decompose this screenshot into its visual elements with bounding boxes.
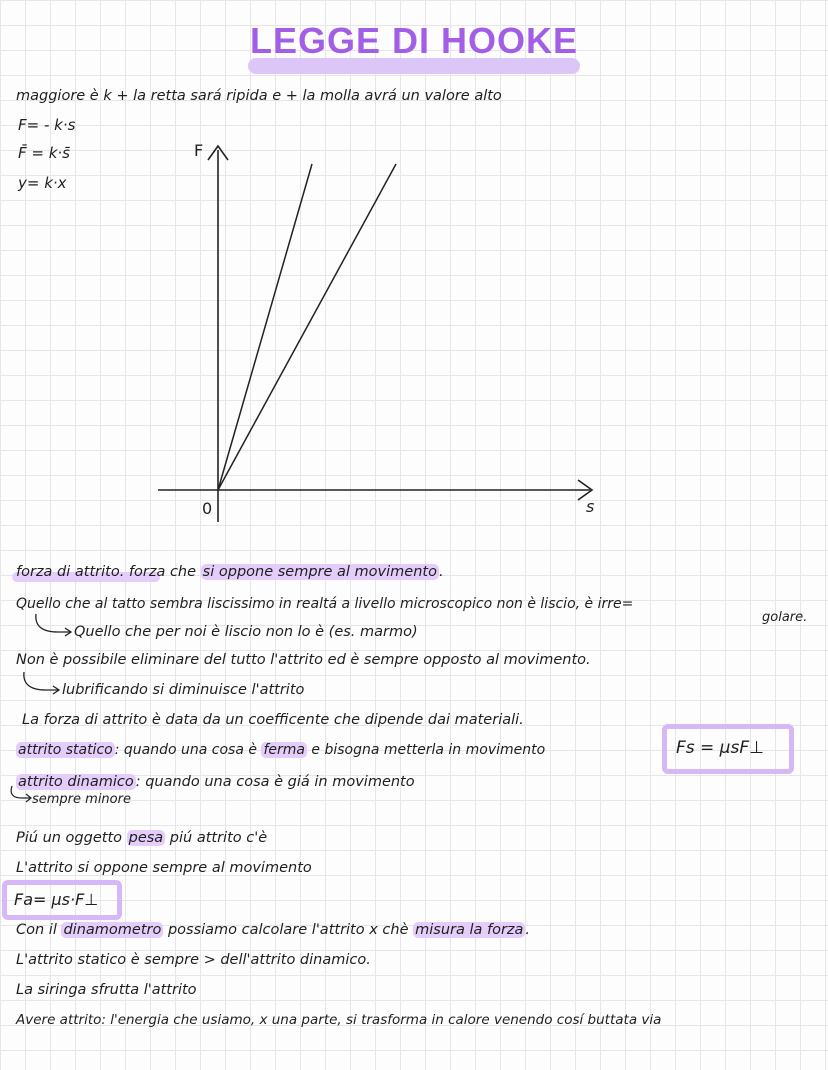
static-vs-dynamic-line: L'attrito statico è sempre > dell'attrito dinamico. bbox=[16, 952, 371, 968]
static-friction-term: attrito statico bbox=[18, 742, 113, 758]
dynamometer-highlight: dinamometro bbox=[63, 922, 162, 938]
energy-heat-line: Avere attrito: l'energia che usiamo, x una parte, si trasforma in calore venendo cosí buttata via bbox=[16, 1012, 662, 1028]
intro-line: maggiore è k + la retta sará ripida e + la molla avrá un valore alto bbox=[16, 88, 502, 104]
opposes-movement-line: L'attrito si oppone sempre al movimento bbox=[16, 860, 312, 876]
x-axis-label: s bbox=[586, 497, 595, 516]
dynamic-friction-term: attrito dinamico bbox=[18, 774, 134, 790]
friction-def-end: . bbox=[438, 564, 444, 580]
marble-example: Quello che per noi è liscio non lo è (es. marmo) bbox=[74, 624, 418, 640]
formula-hooke-2: F̄ = k·s̄ bbox=[18, 144, 71, 162]
static-friction-highlight: ferma bbox=[263, 742, 305, 758]
dynamic-friction-text: : quando una cosa è giá in movimento bbox=[135, 774, 415, 790]
friction-definition bbox=[16, 564, 444, 580]
weight-text-a: Piú un oggetto bbox=[16, 830, 127, 846]
shallow-line bbox=[218, 164, 396, 490]
static-friction-line bbox=[16, 742, 545, 758]
static-friction-text-b: e bisogna metterla in movimento bbox=[306, 742, 546, 758]
static-friction-text-a: : quando una cosa è bbox=[114, 742, 262, 758]
weight-friction-line bbox=[16, 830, 267, 846]
cannot-eliminate-line: Non è possibile eliminare del tutto l'attrito ed è sempre opposto al movimento. bbox=[16, 652, 591, 668]
friction-def-highlight: si oppone sempre al movimento bbox=[202, 564, 437, 580]
microscopic-line-continued: golare. bbox=[762, 610, 808, 625]
coefficient-line: La forza di attrito è data da un coefficente che dipende dai materiali. bbox=[22, 712, 524, 728]
page-title bbox=[248, 18, 580, 76]
microscopic-line: Quello che al tatto sembra liscissimo in realtá a livello microscopico non è liscio, è irre= bbox=[16, 596, 634, 612]
y-axis-label: F bbox=[194, 141, 204, 160]
curved-arrow-icon bbox=[32, 612, 76, 640]
dynamometer-text-a: Con il bbox=[16, 922, 62, 938]
lubrication-line: lubrificando si diminuisce l'attrito bbox=[62, 682, 305, 698]
static-formula: Fs = μsF⊥ bbox=[676, 738, 764, 758]
curved-arrow-icon bbox=[20, 670, 64, 698]
dynamometer-text-c: . bbox=[525, 922, 531, 938]
dynamic-note: sempre minore bbox=[32, 792, 131, 807]
title-text: LEGGE DI HOOKE bbox=[249, 20, 579, 61]
dynamometer-line bbox=[16, 922, 530, 938]
friction-term: forza di attrito bbox=[16, 564, 120, 580]
weight-text-b: piú attrito c'è bbox=[165, 830, 268, 846]
friction-formula: Fa= μs·F⊥ bbox=[14, 890, 99, 909]
formula-hooke-1: F= - k·s bbox=[18, 116, 76, 134]
hooke-graph bbox=[150, 130, 610, 530]
dynamic-friction-line bbox=[16, 774, 415, 790]
friction-def-text: . forza che bbox=[119, 564, 201, 580]
dynamometer-text-b: possiamo calcolare l'attrito x chè bbox=[163, 922, 414, 938]
weight-highlight: pesa bbox=[128, 830, 164, 846]
origin-label: 0 bbox=[202, 499, 213, 518]
syringe-line: La siringa sfrutta l'attrito bbox=[16, 982, 197, 998]
formula-hooke-3: y= k·x bbox=[18, 174, 67, 192]
measures-force-highlight: misura la forza bbox=[415, 922, 524, 938]
steep-line bbox=[218, 164, 312, 490]
